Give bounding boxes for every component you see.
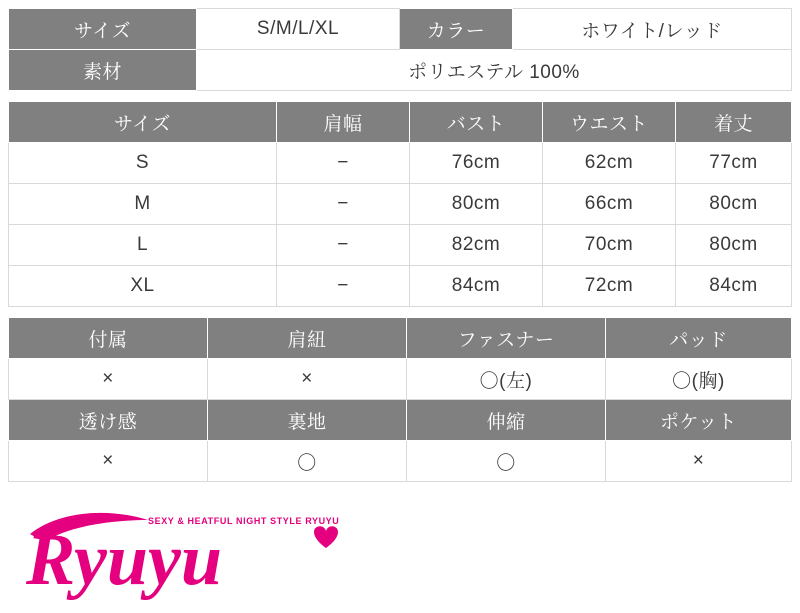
cell-sheerness-value: × [9, 441, 208, 482]
table-row [9, 225, 792, 266]
cell-bust-m: 80cm [410, 184, 543, 225]
cell-waist-m: 66cm [543, 184, 676, 225]
svg-text:Ryuyu: Ryuyu [26, 519, 223, 601]
cell-bust-l: 82cm [410, 225, 543, 266]
cell-shoulder-xl: − [277, 266, 410, 307]
cell-length-l: 80cm [676, 225, 792, 266]
col-header-waist: ウエスト [543, 102, 676, 143]
table-spacer [8, 91, 792, 101]
col-header-accessory: 付属 [9, 318, 208, 359]
cell-accessory-value: × [9, 359, 208, 400]
size-measurement-table [8, 101, 792, 307]
cell-bust-xl: 84cm [410, 266, 543, 307]
cell-waist-l: 70cm [543, 225, 676, 266]
cell-stretch-value: 〇 [407, 441, 606, 482]
cell-zipper-value: 〇(左) [407, 359, 606, 400]
table-row [9, 441, 792, 482]
cell-bust-s: 76cm [410, 143, 543, 184]
cell-size-label: サイズ [9, 9, 197, 50]
cell-material-value: ポリエステル 100% [197, 50, 792, 91]
col-header-zipper: ファスナー [407, 318, 606, 359]
col-header-strap: 肩紐 [208, 318, 407, 359]
table-row [9, 143, 792, 184]
table-header-row [9, 400, 792, 441]
col-header-stretch: 伸縮 [407, 400, 606, 441]
cell-length-s: 77cm [676, 143, 792, 184]
table-row [9, 266, 792, 307]
brand-logo-area [8, 498, 792, 608]
table-spacer [8, 307, 792, 317]
cell-size-s: S [9, 143, 277, 184]
table-row [9, 184, 792, 225]
cell-waist-s: 62cm [543, 143, 676, 184]
table-row [9, 50, 792, 91]
cell-waist-xl: 72cm [543, 266, 676, 307]
table-header-row [9, 318, 792, 359]
col-header-lining: 裏地 [208, 400, 407, 441]
col-header-size: サイズ [9, 102, 277, 143]
cell-color-value: ホワイト/レッド [513, 9, 792, 50]
col-header-pad: パッド [606, 318, 792, 359]
table-header-row [9, 102, 792, 143]
col-header-pocket: ポケット [606, 400, 792, 441]
table-row [9, 9, 792, 50]
cell-size-value: S/M/L/XL [197, 9, 400, 50]
table-row [9, 359, 792, 400]
col-header-bust: バスト [410, 102, 543, 143]
brand-tagline: SEXY & HEATFUL NIGHT STYLE RYUYU [148, 516, 340, 526]
cell-shoulder-l: − [277, 225, 410, 266]
cell-length-xl: 84cm [676, 266, 792, 307]
cell-pad-value: 〇(胸) [606, 359, 792, 400]
cell-size-xl: XL [9, 266, 277, 307]
cell-shoulder-m: − [277, 184, 410, 225]
col-header-sheerness: 透け感 [9, 400, 208, 441]
cell-strap-value: × [208, 359, 407, 400]
cell-color-label: カラー [400, 9, 513, 50]
options-table [8, 317, 792, 482]
col-header-shoulder: 肩幅 [277, 102, 410, 143]
cell-size-l: L [9, 225, 277, 266]
cell-shoulder-s: − [277, 143, 410, 184]
cell-size-m: M [9, 184, 277, 225]
cell-material-label: 素材 [9, 50, 197, 91]
basic-info-table [8, 8, 792, 91]
cell-length-m: 80cm [676, 184, 792, 225]
cell-lining-value: 〇 [208, 441, 407, 482]
col-header-length: 着丈 [676, 102, 792, 143]
cell-pocket-value: × [606, 441, 792, 482]
